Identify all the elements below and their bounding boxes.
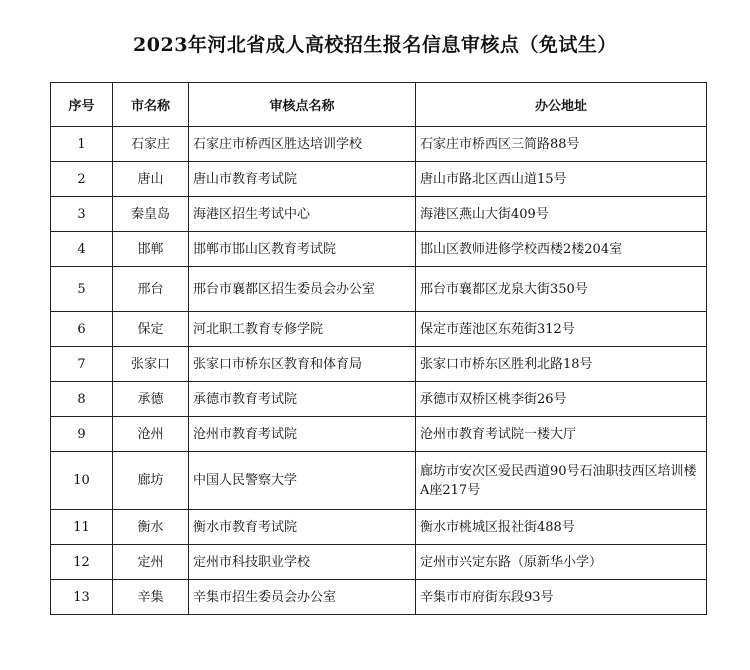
row-serial-number: 2: [51, 162, 113, 197]
table-row: [51, 545, 707, 580]
row-office-address: 海港区燕山大街409号: [416, 197, 707, 232]
row-office-address: 张家口市桥东区胜利北路18号: [416, 347, 707, 382]
table-row: [51, 382, 707, 417]
row-city-name: 沧州: [113, 417, 189, 452]
table-row: [51, 162, 707, 197]
row-office-address: 石家庄市桥西区三简路88号: [416, 127, 707, 162]
review-points-table: [50, 82, 707, 615]
row-city-name: 承德: [113, 382, 189, 417]
table-row: [51, 127, 707, 162]
row-office-address: 承德市双桥区桃李街26号: [416, 382, 707, 417]
table-row: [51, 312, 707, 347]
row-review-point-name: 河北职工教育专修学院: [189, 312, 416, 347]
row-city-name: 保定: [113, 312, 189, 347]
table-header-row: [51, 83, 707, 127]
row-city-name: 石家庄: [113, 127, 189, 162]
row-review-point-name: 定州市科技职业学校: [189, 545, 416, 580]
row-serial-number: 7: [51, 347, 113, 382]
table-row: [51, 347, 707, 382]
table-row: [51, 510, 707, 545]
row-office-address: 沧州市教育考试院一楼大厅: [416, 417, 707, 452]
row-city-name: 衡水: [113, 510, 189, 545]
row-office-address: 邯山区教师进修学校西楼2楼204室: [416, 232, 707, 267]
row-serial-number: 6: [51, 312, 113, 347]
row-city-name: 唐山: [113, 162, 189, 197]
row-review-point-name: 衡水市教育考试院: [189, 510, 416, 545]
row-office-address: 邢台市襄都区龙泉大街350号: [416, 267, 707, 312]
row-review-point-name: 邢台市襄都区招生委员会办公室: [189, 267, 416, 312]
row-city-name: 邢台: [113, 267, 189, 312]
table-row: [51, 267, 707, 312]
row-serial-number: 4: [51, 232, 113, 267]
row-office-address: 辛集市市府街东段93号: [416, 580, 707, 615]
row-review-point-name: 辛集市招生委员会办公室: [189, 580, 416, 615]
table-row: [51, 232, 707, 267]
table-row: [51, 417, 707, 452]
table-row: [51, 452, 707, 510]
row-city-name: 秦皇岛: [113, 197, 189, 232]
header-serial-number: 序号: [51, 83, 113, 127]
row-office-address: 定州市兴定东路（原新华小学）: [416, 545, 707, 580]
row-review-point-name: 中国人民警察大学: [189, 452, 416, 510]
row-city-name: 定州: [113, 545, 189, 580]
row-serial-number: 8: [51, 382, 113, 417]
row-office-address: 廊坊市安次区爱民西道90号石油职技西区培训楼A座217号: [416, 452, 707, 510]
header-office-address: 办公地址: [416, 83, 707, 127]
table-row: [51, 580, 707, 615]
row-serial-number: 11: [51, 510, 113, 545]
page-title: 2023年河北省成人高校招生报名信息审核点（免试生）: [133, 34, 617, 56]
header-review-point-name: 审核点名称: [189, 83, 416, 127]
row-serial-number: 12: [51, 545, 113, 580]
table-row: [51, 197, 707, 232]
row-review-point-name: 承德市教育考试院: [189, 382, 416, 417]
row-serial-number: 13: [51, 580, 113, 615]
row-office-address: 唐山市路北区西山道15号: [416, 162, 707, 197]
row-review-point-name: 海港区招生考试中心: [189, 197, 416, 232]
row-serial-number: 10: [51, 452, 113, 510]
row-office-address: 保定市莲池区东苑街312号: [416, 312, 707, 347]
header-city-name: 市名称: [113, 83, 189, 127]
row-city-name: 辛集: [113, 580, 189, 615]
row-review-point-name: 沧州市教育考试院: [189, 417, 416, 452]
row-serial-number: 5: [51, 267, 113, 312]
row-review-point-name: 唐山市教育考试院: [189, 162, 416, 197]
row-city-name: 张家口: [113, 347, 189, 382]
row-office-address: 衡水市桃城区报社街488号: [416, 510, 707, 545]
row-review-point-name: 邯郸市邯山区教育考试院: [189, 232, 416, 267]
row-serial-number: 1: [51, 127, 113, 162]
row-city-name: 邯郸: [113, 232, 189, 267]
row-city-name: 廊坊: [113, 452, 189, 510]
row-review-point-name: 石家庄市桥西区胜达培训学校: [189, 127, 416, 162]
row-serial-number: 3: [51, 197, 113, 232]
row-review-point-name: 张家口市桥东区教育和体育局: [189, 347, 416, 382]
row-serial-number: 9: [51, 417, 113, 452]
